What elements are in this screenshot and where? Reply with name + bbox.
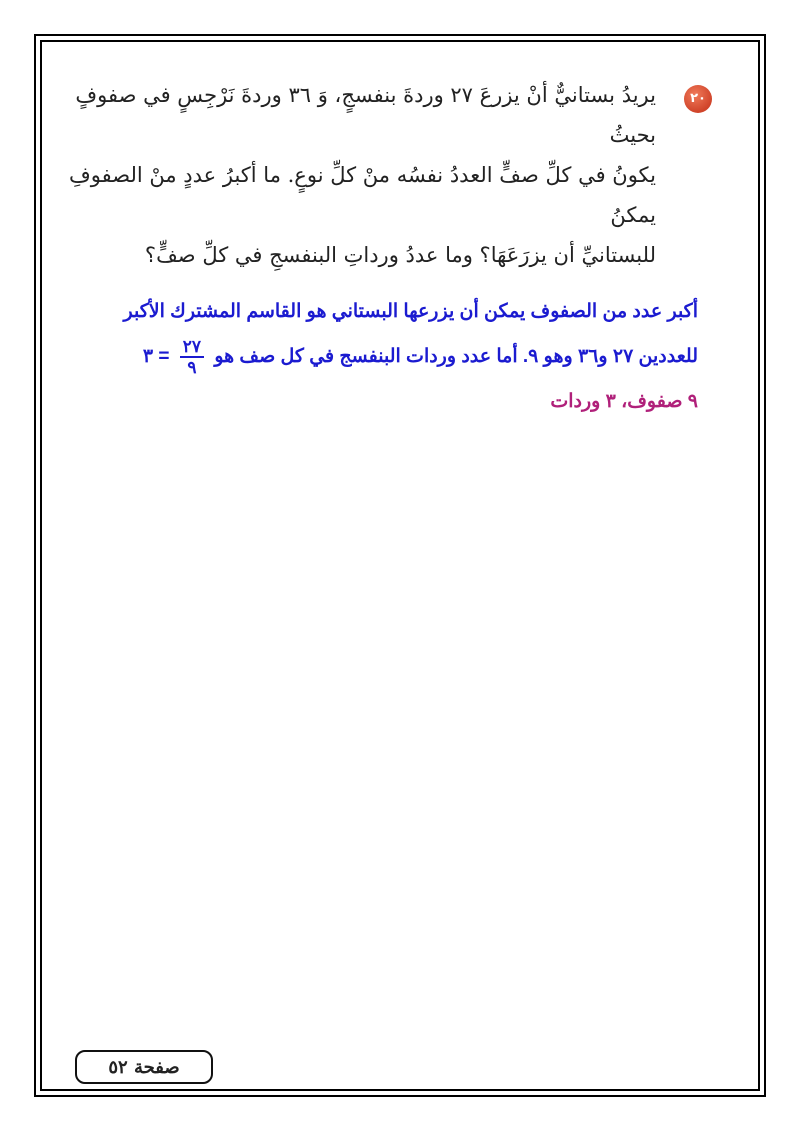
answer-block bbox=[60, 289, 720, 379]
final-answer: ٩ صفوف، ٣ وردات bbox=[550, 391, 698, 412]
equals-sign: = bbox=[158, 346, 170, 367]
question-block bbox=[60, 75, 720, 275]
page-number-tab bbox=[75, 1050, 213, 1084]
question-line: للبستانيِّ أن يزرَعَهَا؟ وما عددُ ورداتِ البنفسجِ في كلِّ صفٍّ؟ bbox=[144, 243, 656, 267]
fraction-denominator: ٩ bbox=[187, 357, 197, 377]
answer-line-1: أكبر عدد من الصفوف يمكن أن يزرعها البستاني هو القاسم المشترك الأكبر bbox=[123, 301, 698, 322]
answer-line-2 bbox=[60, 334, 698, 379]
answer-line-2-text: للعددين ٢٧ و٣٦ وهو ٩. أما عدد وردات البنفسج في كل صف هو bbox=[214, 346, 698, 367]
answer-result: ٣ bbox=[142, 346, 154, 367]
question-number-badge: ٢٠ bbox=[684, 85, 712, 113]
page-number-label: صفحة ٥٢ bbox=[108, 1056, 180, 1078]
answer-fraction bbox=[180, 338, 204, 376]
question-line: يريدُ بستانيٌّ أنْ يزرعَ ٢٧ وردةَ بنفسجٍ، وَ ٣٦ وردةَ نَرْجِسٍ في صفوفٍ بحيثُ bbox=[75, 83, 656, 147]
page-content bbox=[60, 75, 720, 424]
question-line: يكونُ في كلِّ صفٍّ العددُ نفسُه منْ كلِّ نوعٍ. ما أكبرُ عددٍ منْ الصفوفِ يمكنُ bbox=[69, 163, 656, 227]
fraction-numerator: ٢٧ bbox=[180, 338, 204, 358]
